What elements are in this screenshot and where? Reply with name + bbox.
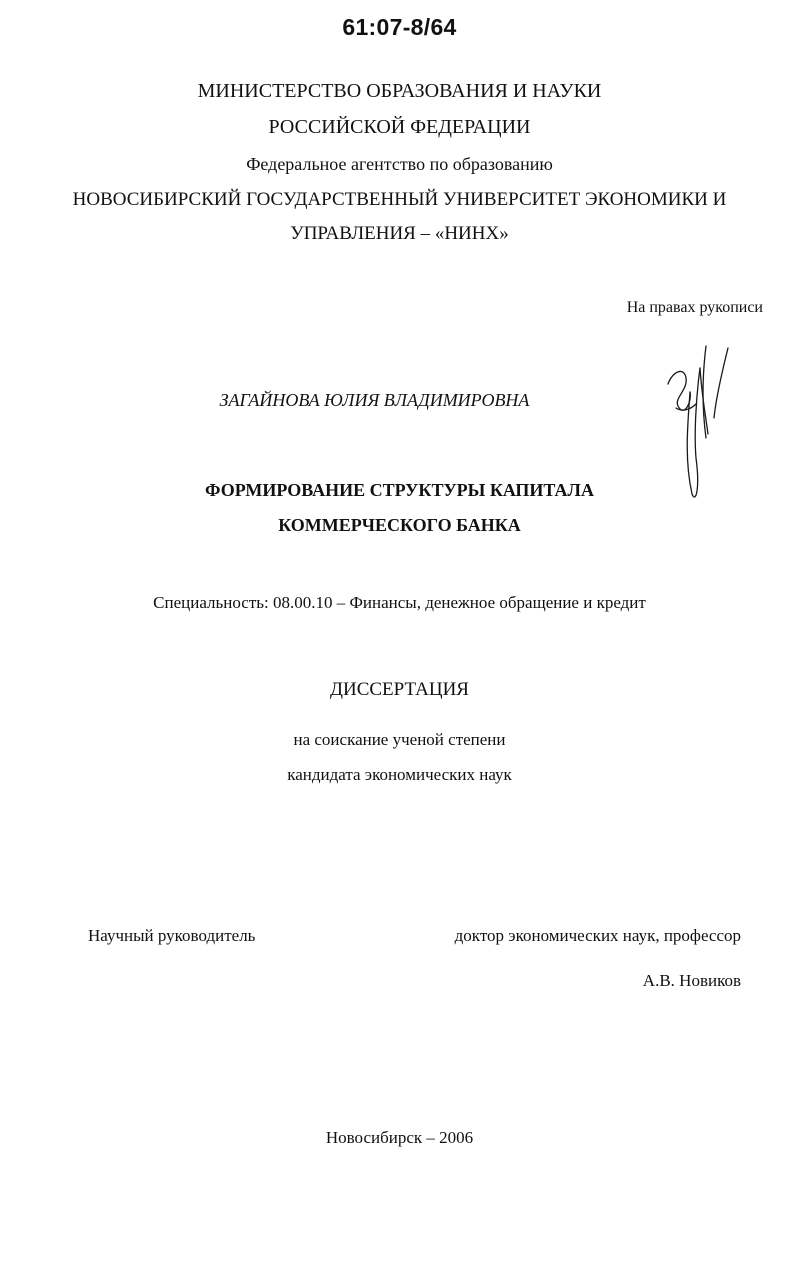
agency-name: Федеральное агентство по образованию bbox=[246, 154, 553, 174]
title-line-2: КОММЕРЧЕСКОГО БАНКА bbox=[278, 515, 521, 535]
ministry-line-2: РОССИЙСКОЙ ФЕДЕРАЦИИ bbox=[268, 116, 531, 138]
ministry-line-1: МИНИСТЕРСТВО ОБРАЗОВАНИЯ И НАУКИ bbox=[197, 80, 602, 102]
degree-line-2: кандидата экономических наук bbox=[287, 765, 512, 784]
document-type: ДИССЕРТАЦИЯ bbox=[330, 679, 469, 700]
specialty: Специальность: 08.00.10 – Финансы, денежное обращение и кредит bbox=[153, 593, 646, 612]
title-line-1: ФОРМИРОВАНИЕ СТРУКТУРЫ КАПИТАЛА bbox=[205, 480, 594, 500]
supervisor-label: Научный руководитель bbox=[88, 926, 256, 945]
manuscript-note: На правах рукописи bbox=[626, 299, 763, 316]
archive-code: 61:07-8/64 bbox=[342, 14, 457, 40]
university-line-2: УПРАВЛЕНИЯ – «НИНХ» bbox=[290, 223, 509, 244]
university-line-1: НОВОСИБИРСКИЙ ГОСУДАРСТВЕННЫЙ УНИВЕРСИТЕТ ЭКОНОМИКИ И bbox=[72, 189, 727, 210]
supervisor-name: А.В. Новиков bbox=[642, 971, 741, 990]
supervisor-credentials: доктор экономических наук, профессор bbox=[454, 926, 741, 945]
degree-line-1: на соискание ученой степени bbox=[293, 730, 506, 749]
city-year: Новосибирск – 2006 bbox=[325, 1128, 474, 1147]
author-name: ЗАГАЙНОВА ЮЛИЯ ВЛАДИМИРОВНА bbox=[219, 390, 530, 410]
